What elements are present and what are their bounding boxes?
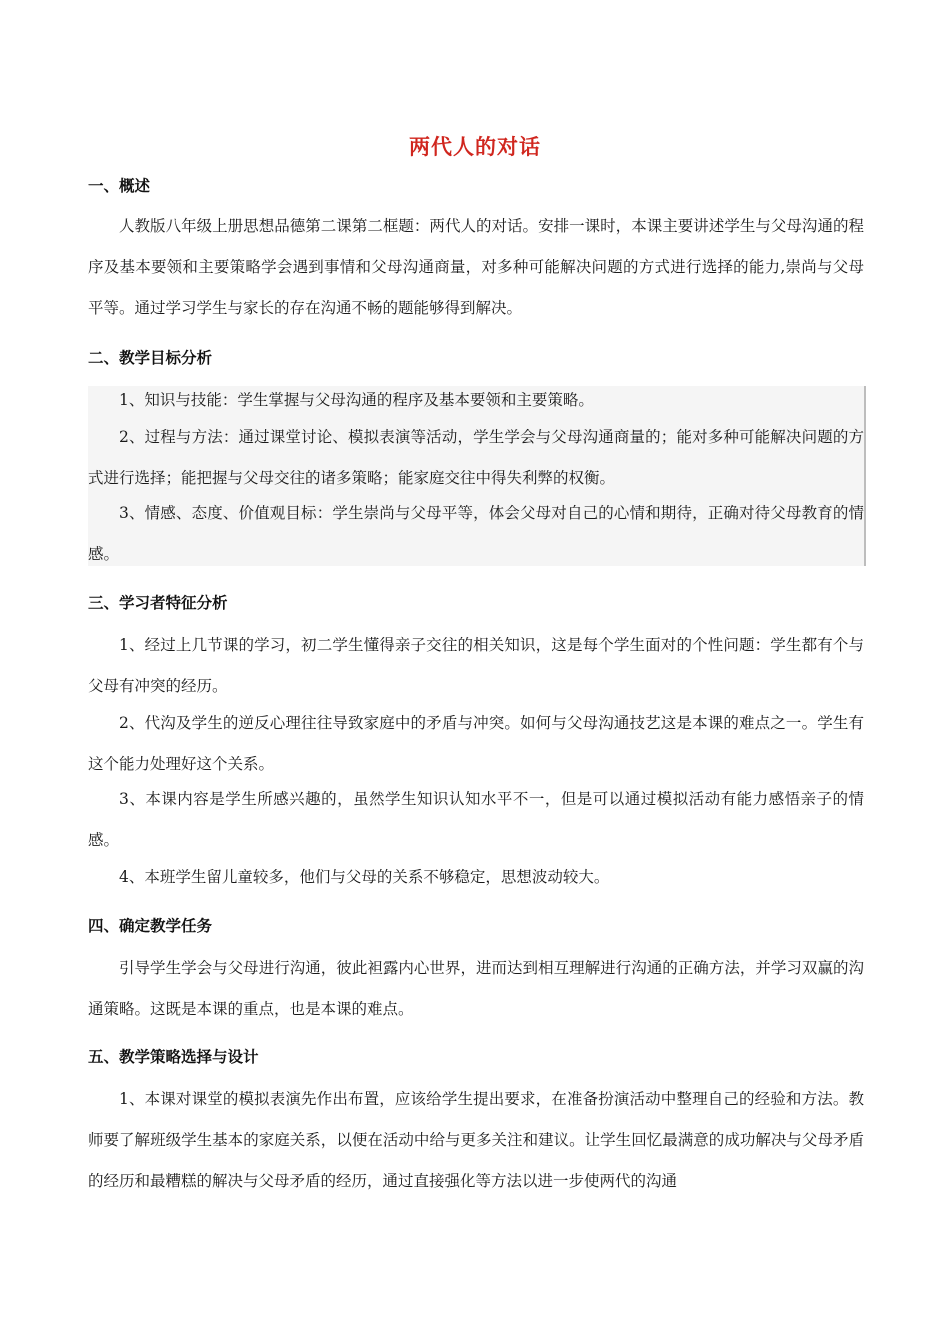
objective-emotion: 3、情感、态度、价值观目标：学生崇尚与父母平等，体会父母对自己的心情和期待，正确对待父母教育的情感。 [88,504,864,563]
section-heading-learners: 三、学习者特征分析 [88,594,228,612]
learner-point-2: 2、代沟及学生的逆反心理往往导致家庭中的矛盾与冲突。如何与父母沟通技艺这是本课的难点之一。学生有这个能力处理好这个关系。 [88,714,864,773]
objective-process: 2、过程与方法：通过课堂讨论、模拟表演等活动，学生学会与父母沟通商量的；能对多种可能解决问题的方式进行选择；能把握与父母交往的诸多策略；能家庭交往中得失利弊的权衡。 [88,428,864,487]
section-heading-overview: 一、概述 [88,177,151,195]
learner-point-3: 3、本课内容是学生所感兴趣的，虽然学生知识认知水平不一，但是可以通过模拟活动有能力感悟亲子的情感。 [88,790,864,849]
section-heading-strategy: 五、教学策略选择与设计 [88,1048,259,1066]
learner-point-1: 1、经过上几节课的学习，初二学生懂得亲子交往的相关知识，这是每个学生面对的个性问题：学生都有个与父母有冲突的经历。 [88,636,864,695]
section-heading-objectives: 二、教学目标分析 [88,349,213,367]
objective-knowledge: 1、知识与技能：学生掌握与父母沟通的程序及基本要领和主要策略。 [119,391,594,409]
learner-point-4: 4、本班学生留儿童较多，他们与父母的关系不够稳定，思想波动较大。 [119,868,610,886]
tasks-paragraph: 引导学生学会与父母进行沟通，彼此袒露内心世界，进而达到相互理解进行沟通的正确方法，并学习双赢的沟通策略。这既是本课的重点，也是本课的难点。 [88,959,864,1018]
section-heading-tasks: 四、确定教学任务 [88,917,213,935]
strategy-point-1: 1、本课对课堂的模拟表演先作出布置，应该给学生提出要求，在准备扮演活动中整理自己的经验和方法。教师要了解班级学生基本的家庭关系，以便在活动中给与更多关注和建议。让学生回忆最满意的成功解决与父母矛盾的经历和最糟糕的解决与父母矛盾的经历，通过直接强化等方法以进一步使两代的沟通 [88,1090,864,1190]
document-title: 两代人的对话 [409,135,541,159]
overview-paragraph: 人教版八年级上册思想品德第二课第二框题：两代人的对话。安排一课时，本课主要讲述学生与父母沟通的程序及基本要领和主要策略学会遇到事情和父母沟通商量，对多种可能解决问题的方式进行选择的能力,崇尚与父母平等。通过学习学生与家长的存在沟通不畅的题能够得到解决。 [88,217,864,317]
